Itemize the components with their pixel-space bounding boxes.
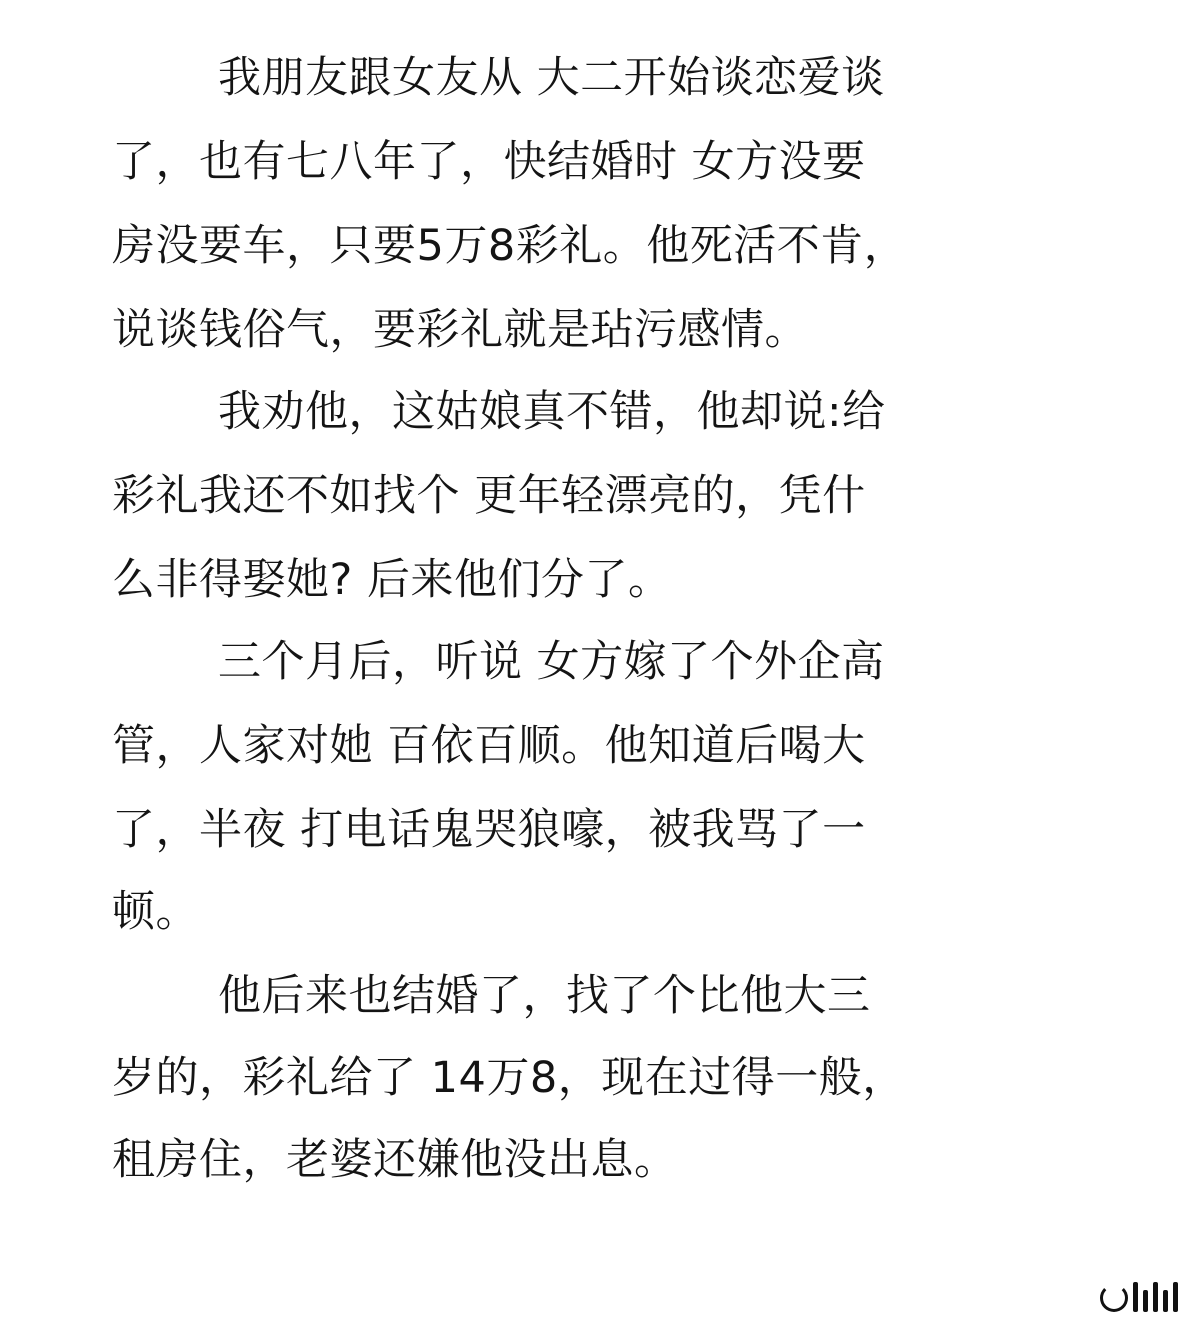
paragraph-1-line-2: 了，也有七八年了，快结婚时 女方没要 (112, 137, 866, 187)
paragraph-1-line-3: 房没要车，只要5万8彩礼。他死活不肯， (112, 221, 908, 271)
paragraph-3-line-3: 了，半夜 打电话鬼哭狼嚎，被我骂了一 (112, 805, 866, 855)
logo-bar-mark (1173, 1282, 1178, 1312)
logo-bar-mark (1153, 1282, 1158, 1312)
paragraph-3-line-1: 三个月后，听说 女方嫁了个外企高 (218, 637, 885, 687)
logo-bar-mark (1143, 1290, 1148, 1312)
logo-circle-mark (1100, 1284, 1128, 1312)
paragraph-3-line-2: 管，人家对她 百依百顺。他知道后喝大 (112, 721, 866, 771)
paragraph-3-line-4: 顿。 (112, 887, 199, 937)
paragraph-4-line-1: 他后来也结婚了，找了个比他大三 (218, 971, 871, 1021)
paragraph-2-line-2: 彩礼我还不如找个 更年轻漂亮的，凭什 (112, 471, 866, 521)
paragraph-1-line-1: 我朋友跟女友从 大二开始谈恋爱谈 (218, 53, 885, 103)
paragraph-1-line-4: 说谈钱俗气，要彩礼就是玷污感情。 (112, 305, 808, 355)
platform-logo-icon (1100, 1278, 1178, 1312)
paragraph-2-line-3: 么非得娶她? 后来他们分了。 (112, 555, 672, 605)
paragraph-4-line-3: 租房住，老婆还嫌他没出息。 (112, 1135, 678, 1185)
paragraph-2-line-1: 我劝他，这姑娘真不错，他却说:给 (218, 387, 886, 437)
logo-bar-mark (1133, 1282, 1138, 1312)
paragraph-4-line-2: 岁的，彩礼给了 14万8，现在过得一般， (112, 1053, 906, 1103)
logo-bar-mark (1163, 1290, 1168, 1312)
